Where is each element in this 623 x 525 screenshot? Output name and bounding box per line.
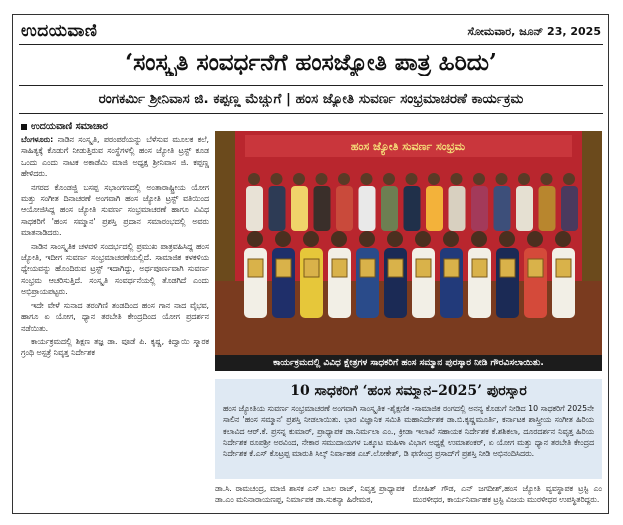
award-plaque xyxy=(304,259,319,277)
stage-banner-text: ಹಂಸ ಜ್ಯೋತಿ ಸುವರ್ಣ ಸಂಭ್ರಮ xyxy=(350,140,466,153)
masthead xyxy=(21,21,601,43)
article-paragraph xyxy=(21,134,209,180)
article-paragraph: ನಾಡಿನ ಸಾಂಸ್ಕೃತಿಕ ಚಳವಳಿ ಸಂದರ್ಭದಲ್ಲಿ ಪ್ರಮುಖ ಪಾತ್ರವಹಿಸಿದ್ದ ಹಂಸ ಜ್ಯೋತಿ, ಇದೀಗ ಸುವರ್ಣ ಸಂಭ್ರಮಾಚರಣೆಯಲ್ಲಿದೆ. ಸಾಮಾಜಿಕ ಕಳಕಳಿಯ ಧ್ಯೇಯವನ್ನು ಹೊಂದಿರುವ ಟ್ರಸ್ಟ್ ಇದಾಗಿದ್ದು, ಅರ್ಥಪೂರ್ಣವಾಗಿ ಸುವರ್ಣ ಸಂಭ್ರಮ ಆಚರಿಸುತ್ತಿದೆ. ಸಂಸ್ಕೃತಿ ಸಂವರ್ಧನೆಯಲ್ಲಿ ತೊಡಗಿದೆ ಎಂದು ಅಭಿಪ್ರಾಯಪಟ್ಟರು. xyxy=(21,241,209,297)
award-plaque xyxy=(276,259,291,277)
photo-caption: ಕಾರ್ಯಕ್ರಮದಲ್ಲಿ ವಿವಿಧ ಕ್ಷೇತ್ರಗಳ ಸಾಧಕರಿಗೆ ಹಂಸ ಸಮ್ಮಾನ ಪುರಸ್ಕಾರ ನೀಡಿ ಗೌರವಿಸಲಾಯಿತು. xyxy=(215,355,602,371)
continuation-col-2: ರೋಹಿತ್ ಗೌಡ, ಎನ್ ಜಗದೀಶ್,ಹಂಸ ಜ್ಯೋತಿ ವ್ಯವಸ್ಥಾಪಕ ಟ್ರಸ್ಟಿ ಎಂ ಮುರಳೀಧರ, ಕಾರ್ಯನಿರ್ವಾಹಕ ಟ್ರಸ್ಟಿ ವಿಜಯ ಮುರಳೀಧರ ಉಪಸ್ಥಿತರಿದ್ದರು. xyxy=(412,484,602,505)
award-plaque xyxy=(332,259,347,277)
article-continuation xyxy=(215,483,602,513)
award-plaque xyxy=(556,259,571,277)
award-plaque xyxy=(444,259,459,277)
newspaper-clipping xyxy=(12,14,609,514)
award-plaque xyxy=(416,259,431,277)
bureau-label: ಉದಯವಾಣಿ ಸಮಾಚಾರ xyxy=(31,121,108,132)
event-photo xyxy=(215,131,602,355)
article-paragraph: ಕಾರ್ಯಕ್ರಮದಲ್ಲಿ ಶಿಕ್ಷಣ ತಜ್ಞ ಡಾ. ವೂಡೆ ಪಿ. ಕೃಷ್ಣ, ಕಿದ್ವಾಯಿ ಸ್ಮಾರಕ ಗ್ರಂಥಿ ಅಸ್ಪತ್ರೆ ನಿವೃತ್ತ ನಿರ್ದೇಶಕ xyxy=(21,336,209,358)
article-paragraph: ಇದೇ ವೇಳೆ ಸುನಾದ ತರಂಗಿಣಿ ತಂಡದಿಂದ ಹಂಸ ಗಾನ ನಾದ ವೈಭವ, ಹಾಗೂ ಏ ಯೋಗ, ಧ್ಯಾನ ತರಬೇತಿ ಕೇಂದ್ರದಿಂದ ಯೋಗ ಪ್ರದರ್ಶನ ನಡೆಯಿತು. xyxy=(21,300,209,333)
bullet-square-icon xyxy=(21,124,27,130)
bureau-byline xyxy=(21,121,108,132)
newspaper-brand: ಉದಯವಾಣಿ xyxy=(21,21,98,41)
article-column xyxy=(21,134,209,512)
award-plaque xyxy=(388,259,403,277)
headline-rule xyxy=(19,85,603,86)
subheadline-rule xyxy=(19,113,603,114)
issue-date: ಸೋಮವಾರ, ಜೂನ್ 23, 2025 xyxy=(467,25,601,38)
dateline: ಬೆಂಗಳೂರು: xyxy=(21,135,54,144)
awards-heading: 10 ಸಾಧಕರಿಗೆ ‘ಹಂಸ ಸಮ್ಮಾನ–2025’ ಪುರಸ್ಕಾರ xyxy=(290,383,527,399)
article-paragraph: ನಗರದ ಕೊಂಡಜ್ಜಿ ಬಸಪ್ಪ ಸಭಾಂಗಣದಲ್ಲಿ ಅಂತಾರಾಷ್ಟ್ರೀಯ ಯೋಗ ಮತ್ತು ಸಂಗೀತ ದಿನಾಚರಣೆ ಅಂಗವಾಗಿ ಹಂಸ ಜ್ಯೋತಿ ಟ್ರಸ್ಟ್ ವತಿಯಿಂದ ಆಯೋಜಿಸಿದ್ದ ಹಂಸ ಜ್ಯೋತಿ ಸುವರ್ಣ ಸಂಭ್ರಮಾಚರಣೆ ಹಾಗೂ ವಿವಿಧ ಸಾಧಕರಿಗೆ 'ಹಂಸ ಸಮ್ಮಾನ' ಪ್ರಶಸ್ತಿ ಪ್ರದಾನ ಸಮಾರಂಭದಲ್ಲಿ ಅವರು ಮಾತನಾಡಿದರು. xyxy=(21,182,209,238)
subheadline: ರಂಗಕರ್ಮಿ ಶ್ರೀನಿವಾಸ ಜಿ. ಕಪ್ಪಣ್ಣ ಮೆಚ್ಚುಗೆ | ಹಂಸ ಜ್ಯೋತಿ ಸುವರ್ಣ ಸಂಭ್ರಮಾಚರಣೆ ಕಾರ್ಯಕ್ರಮ xyxy=(98,91,524,107)
masthead-rule xyxy=(19,44,603,45)
headline: ‘ಸಂಸ್ಕೃತಿ ಸಂವರ್ಧನೆಗೆ ಹಂಸಜ್ಯೋತಿ ಪಾತ್ರ ಹಿರಿದು’ xyxy=(125,49,497,76)
award-plaque xyxy=(248,259,263,277)
award-plaque xyxy=(500,259,515,277)
stage-photo-illustration xyxy=(215,131,602,355)
award-plaque xyxy=(472,259,487,277)
paragraph-text: ನಾಡಿನ ಸಂಸ್ಕೃತಿ, ಪರಂಪರೆಯನ್ನು ಬೆಳೆಸುವ ಮೂಲಕ ಕಲೆ, ಸಾಹಿತ್ಯಕ್ಕೆ ಕೊಡುಗೆ ನೀಡುತ್ತಿರುವ ಸಂಸ್ಥೆಗಳಲ್ಲಿ ಹಂಸ ಜ್ಯೋತಿ ಟ್ರಸ್ಟ್ ಕೂಡ ಒಂದು ಎಂದು ನಾಟಕ ಅಕಾಡೆಮಿ ಮಾಜಿ ಅಧ್ಯಕ್ಷ ಶ್ರೀನಿವಾಸ ಜಿ. ಕಪ್ಪಣ್ಣ ಹೇಳಿದರು. xyxy=(21,135,209,179)
awards-box xyxy=(215,379,602,479)
continuation-col-1: ಡಾ.ಸಿ. ರಾಮಚಂದ್ರ, ಮಾಜಿ ಶಾಸಕ ಎಸ್ ಬಾಲ ರಾಜ್, ನಿವೃತ್ತ ಪ್ರಾಧ್ಯಾಪಕ ಡಾ.ಎಂ ಮನಿನಾರಾಯಣಪ್ಪ, ನಿರ್ಮಾಪಕ ಡಾ.ಸುಕನ್ಯಾ ಹಿರೇಮಠ, xyxy=(215,484,405,505)
award-plaque xyxy=(360,259,375,277)
awards-body: ಹಂಸ ಜ್ಯೋತಿಯ ಸುವರ್ಣ ಸಂಭ್ರಮಾಚರಣೆ ಅಂಗವಾಗಿ ಸಾಂಸ್ಕೃತಿಕ -ಶೈಕ್ಷಣಿಕ -ಸಾಮಾಜಿಕ ರಂಗದಲ್ಲಿ ಅನನ್ಯ ಕೊಡುಗೆ ನೀಡಿದ 10 ಸಾಧಕರಿಗೆ 2025ನೇ ಸಾಲಿನ 'ಹಂಸ ಸಮ್ಮಾನ' ಪ್ರಶಸ್ತಿ ನೀಡಲಾಯಿತು. ಭಾರ ವಿಜ್ಞಾನಿಕ ಸಮಿತಿ ಮಹಾನಿರ್ದೇಶಕ ಡಾ.ಬಿ.ಕೃಷ್ಣಮೂರ್ತಿ, ಕರ್ನಾಟಕ ಶಾಸ್ತ್ರೀಯ ಸಂಗೀತ ಹಿರಿಯ ಕಲಾವಿದ ಆರ್.ಕೆ. ಪ್ರಸನ್ನ ಕುಮಾರ್, ಪ್ರಾಧ್ಯಾಪಕ ಡಾ.ನಿರ್ಮಲಾ ಎಂ., ಕ್ರೀಡಾ ಇಲಾಖೆ ಸಹಾಯಕ ನಿರ್ದೇಶಕ ಕೆ.ಶಶಿಕಲಾ, ದೂರದರ್ಶನ ನಿವೃತ್ತ ಹಿರಿಯ ನಿರ್ದೇಶಕ ರೂಪಶ್ರೀ ಅರವಿಂದ, ನೇಕಾರ ಸಮುದಾಯಗಳ ಒಕ್ಕೂಟ ಮಹಿಳಾ ವಿಭಾಗ ಅಧ್ಯಕ್ಷೆ ಉಮಾಶಂಕರ್, ಏ ಯೋಗ ಮತ್ತು ಧ್ಯಾನ ತರಬೇತಿ ಕೇಂದ್ರದ ನಿರ್ದೇಶಕ ಕೆ.ಎಸ್ ಕೊಟ್ರಪ್ಪ ಮಾರುತಿ ಸಿಲ್ಕ್ ನಿರ್ವಾಹಕ ಎಚ್.ಲೋಕೇಶ್, ಡಿ ಫಣೀಂದ್ರ ಪ್ರಸಾದ್‌ಗೆ ಪ್ರಶಸ್ತಿ ನೀಡಿ ಅಭಿನಂದಿಸಿದರು. xyxy=(223,404,594,459)
award-plaque xyxy=(528,259,543,277)
